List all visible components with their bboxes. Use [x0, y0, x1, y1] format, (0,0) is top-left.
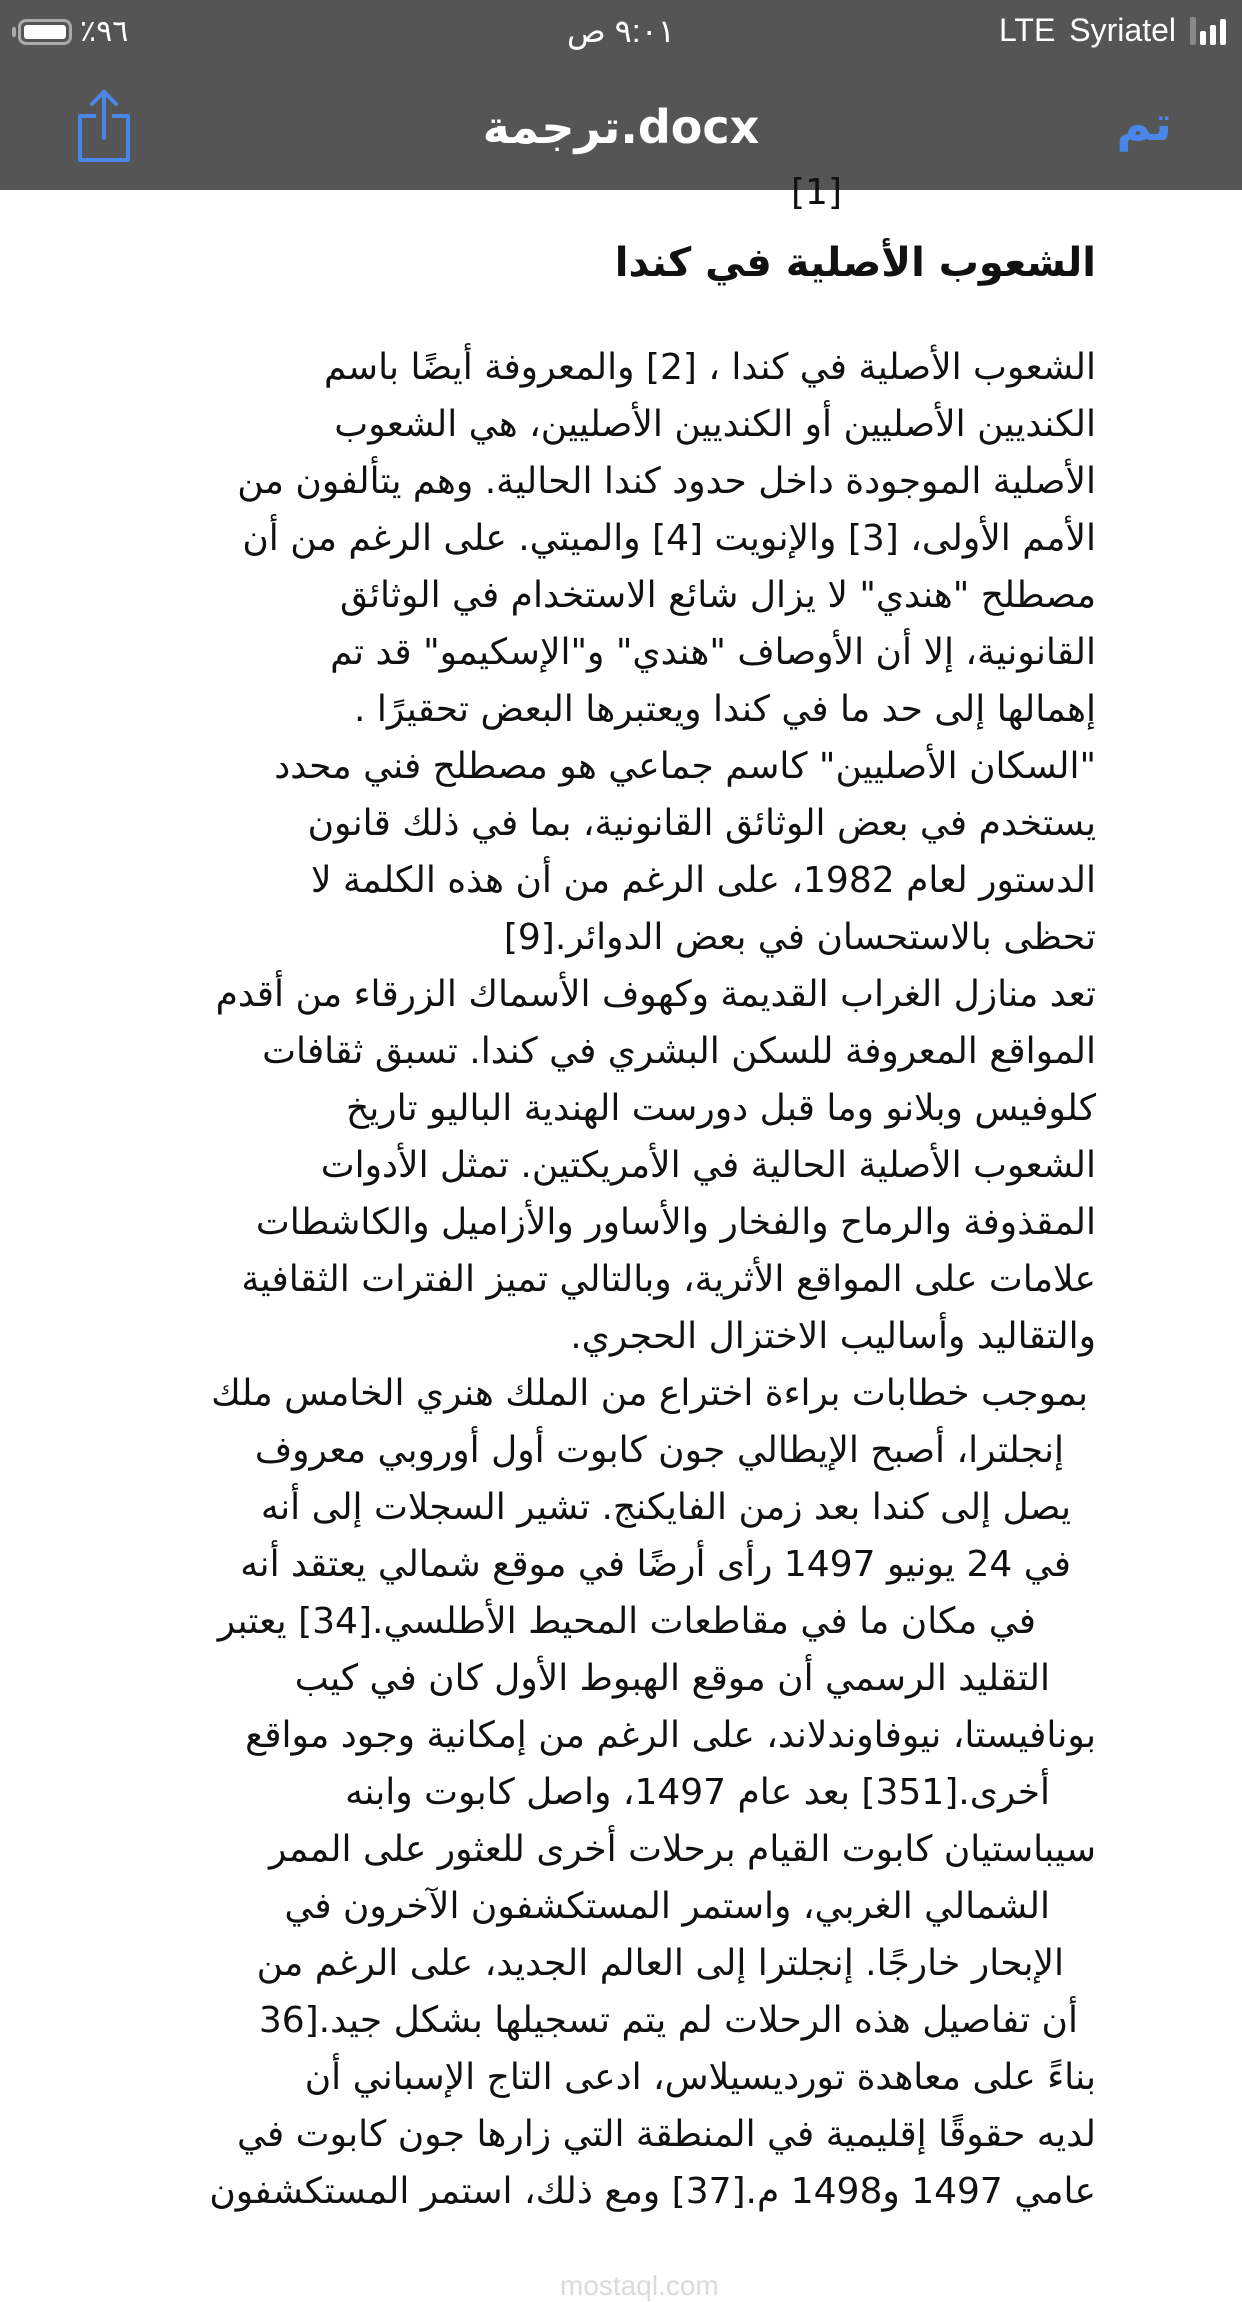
watermark-logo: mostaql.com: [560, 2270, 719, 2301]
done-button[interactable]: تم: [1116, 96, 1172, 152]
text-line: يصل إلى كندا بعد زمن الفايكنج. تشير السجلات إلى أنه: [260, 1487, 1071, 1528]
text-line: الأصلية الموجودة داخل حدود كندا الحالية. وهم يتألفون من: [237, 461, 1096, 502]
carrier-info: [999, 12, 1226, 49]
text-line: في 24 يونيو 1497 رأى أرضًا في موقع شمالي يعتقد أنه: [240, 1544, 1071, 1585]
document-title: ترجمة.docx: [482, 100, 760, 154]
text-line: المواقع المعروفة للسكن البشري في كندا. تسبق ثقافات: [262, 1031, 1096, 1072]
text-line: بونافيستا، نيوفاوندلاند، على الرغم من إمكانية وجود مواقع: [245, 1715, 1096, 1756]
text-line: الكنديين الأصليين أو الكنديين الأصليين، هي الشعوب: [334, 404, 1096, 445]
status-bar: [0, 0, 1242, 62]
network-type: LTE: [998, 12, 1056, 48]
cut-off-line: [1]: [791, 172, 842, 213]
text-line: إهمالها إلى حد ما في كندا ويعتبرها البعض تحقيرًا .: [353, 689, 1096, 730]
text-line: لديه حقوقًا إقليمية في المنطقة التي زارها جون كابوت في: [237, 2114, 1096, 2155]
text-line: كلوفيس وبلانو وما قبل دورست الهندية الباليو تاريخ: [345, 1088, 1096, 1129]
text-line: الدستور لعام 1982، على الرغم من أن هذه الكلمة لا: [310, 860, 1096, 901]
text-line: يستخدم في بعض الوثائق القانونية، بما في ذلك قانون: [307, 803, 1096, 844]
text-line: الشمالي الغربي، واستمر المستكشفون الآخرون في: [284, 1886, 1050, 1927]
text-line: أخرى.[351] بعد عام 1497، واصل كابوت وابنه: [345, 1772, 1050, 1813]
clock: ٩:٠١ ص: [566, 13, 676, 49]
text-line: تعد منازل الغراب القديمة وكهوف الأسماك الزرقاء من أقدم: [215, 974, 1096, 1015]
section-heading: الشعوب الأصلية في كندا: [614, 240, 1096, 286]
carrier-name: Syriatel: [1069, 12, 1176, 48]
text-line: "السكان الأصليين" كاسم جماعي هو مصطلح فني محدد: [274, 746, 1096, 787]
document-viewer[interactable]: [0, 172, 1242, 2301]
text-line: أن تفاصيل هذه الرحلات لم يتم تسجيلها بشكل جيد.[36: [258, 2000, 1078, 2041]
text-line: مصطلح "هندي" لا يزال شائع الاستخدام في الوثائق: [339, 575, 1096, 616]
text-line: بناءً على معاهدة تورديسيلاس، ادعى التاج الإسباني أن: [304, 2057, 1096, 2098]
text-line: الأمم الأولى، [3] والإنويت [4] والميتي. على الرغم من أن: [242, 518, 1096, 559]
text-line: المقذوفة والرماح والفخار والأساور والأزاميل والكاشطات: [255, 1202, 1096, 1243]
text-line: الإبحار خارجًا. إنجلترا إلى العالم الجديد، على الرغم من: [256, 1943, 1064, 1984]
text-line: إنجلترا، أصبح الإيطالي جون كابوت أول أوروبي معروف: [254, 1430, 1064, 1471]
text-line: القانونية، إلا أن الأوصاف "هندي" و"الإسكيمو" قد تم: [330, 632, 1096, 673]
text-line: عامي 1497 و1498 م.[37] ومع ذلك، استمر المستكشفون: [209, 2171, 1096, 2212]
text-line: سيباستيان كابوت القيام برحلات أخرى للعثور على الممر: [269, 1829, 1096, 1870]
navigation-bar: [0, 62, 1242, 190]
text-line: بموجب خطابات براءة اختراع من الملك هنري الخامس ملك: [211, 1373, 1088, 1414]
text-line: الشعوب الأصلية في كندا ، [2] والمعروفة أيضًا باسم: [323, 347, 1096, 388]
text-line: والتقاليد وأساليب الاختزال الحجري.: [570, 1316, 1096, 1357]
signal-icon: [1190, 17, 1226, 45]
top-bar: [0, 0, 1242, 190]
text-line: الشعوب الأصلية الحالية في الأمريكتين. تمثل الأدوات: [320, 1145, 1096, 1186]
text-line: علامات على المواقع الأثرية، وبالتالي تميز الفترات الثقافية: [241, 1259, 1096, 1300]
text-line: تحظى بالاستحسان في بعض الدوائر.[9]: [503, 917, 1096, 958]
text-line: التقليد الرسمي أن موقع الهبوط الأول كان في كيب: [294, 1658, 1050, 1699]
battery-percent: ٪٩٦: [80, 15, 129, 48]
text-line: في مكان ما في مقاطعات المحيط الأطلسي.[34] يعتبر: [217, 1601, 1036, 1642]
